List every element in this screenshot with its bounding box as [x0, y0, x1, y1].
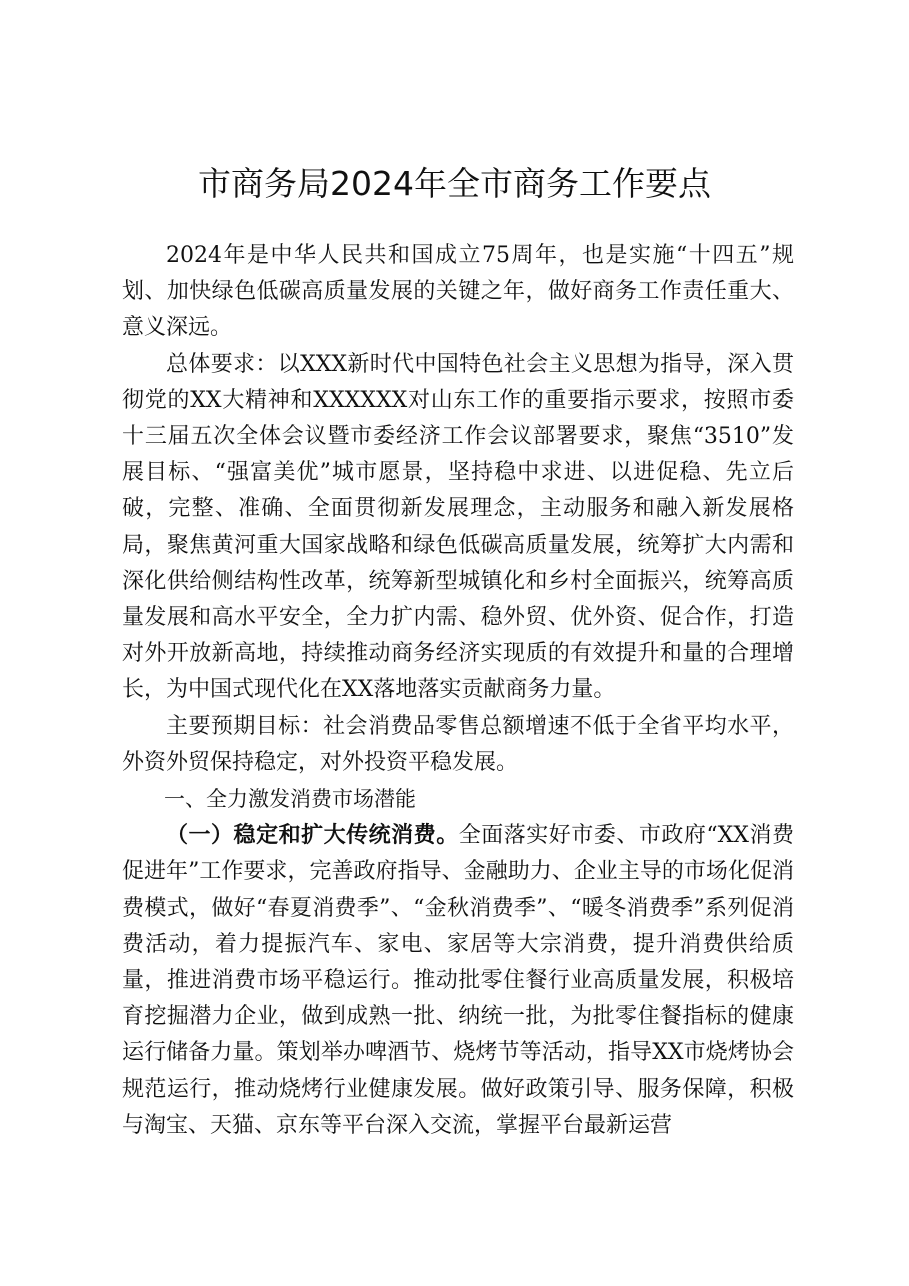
expected-targets-paragraph: 主要预期目标：社会消费品零售总额增速不低于全省平均水平，外资外贸保持稳定，对外投资平稳发展。 — [122, 713, 794, 775]
item-lead: （一）稳定和扩大传统消费。 — [166, 822, 459, 849]
intro-paragraph: 2024年是中华人民共和国成立75周年，也是实施“十四五”规划、加快绿色低碳高质量发展的关键之年，做好商务工作责任重大、意义深远。 — [122, 243, 794, 341]
document-body — [122, 238, 794, 1144]
item-body: 全面落实好市委、市政府“XX消费促进年”工作要求，完善政府指导、金融助力、企业主导的市场化促消费模式，做好“春夏消费季”、“金秋消费季”、“暖冬消费季”系列促消费活动，着力提振汽车、家电、家居等大宗消费，提升消费供给质量，推进消费市场平稳运行。推动批零住餐行业高质量发展，积极培育挖掘潜力企业，做到成熟一批、纳统一批，为批零住餐指标的健康运行储备力量。策划举办啤酒节、烧烤节等活动，指导XX市烧烤协会规范运行，推动烧烤行业健康发展。做好政策引导、服务保障，积极与淘宝、天猫、京东等平台深入交流，掌握平台最新运营 — [122, 823, 794, 1138]
item-paragraph — [122, 817, 794, 1144]
document-title: 市商务局2024年全市商务工作要点 — [198, 164, 711, 203]
section-heading: 一、全力激发消费市场潜能 — [164, 787, 416, 812]
overall-requirements-paragraph: 总体要求：以XXX新时代中国特色社会主义思想为指导，深入贯彻党的XX大精神和XXXXXX对山东工作的重要指示要求，按照市委十三届五次全体会议暨市委经济工作会议部署要求，聚焦“3510”发展目标、“强富美优”城市愿景，坚持稳中求进、以进促稳、先立后破，完整、准确、全面贯彻新发展理念，主动服务和融入新发展格局，聚焦黄河重大国家战略和绿色低碳高质量发展，统筹扩大内需和深化供给侧结构性改革，统筹新型城镇化和乡村全面振兴，统筹高质量发展和高水平安全，全力扩内需、稳外贸、优外资、促合作，打造对外开放新高地，持续推动商务经济实现质的有效提升和量的合理增长，为中国式现代化在XX落地落实贡献商务力量。 — [122, 351, 794, 703]
